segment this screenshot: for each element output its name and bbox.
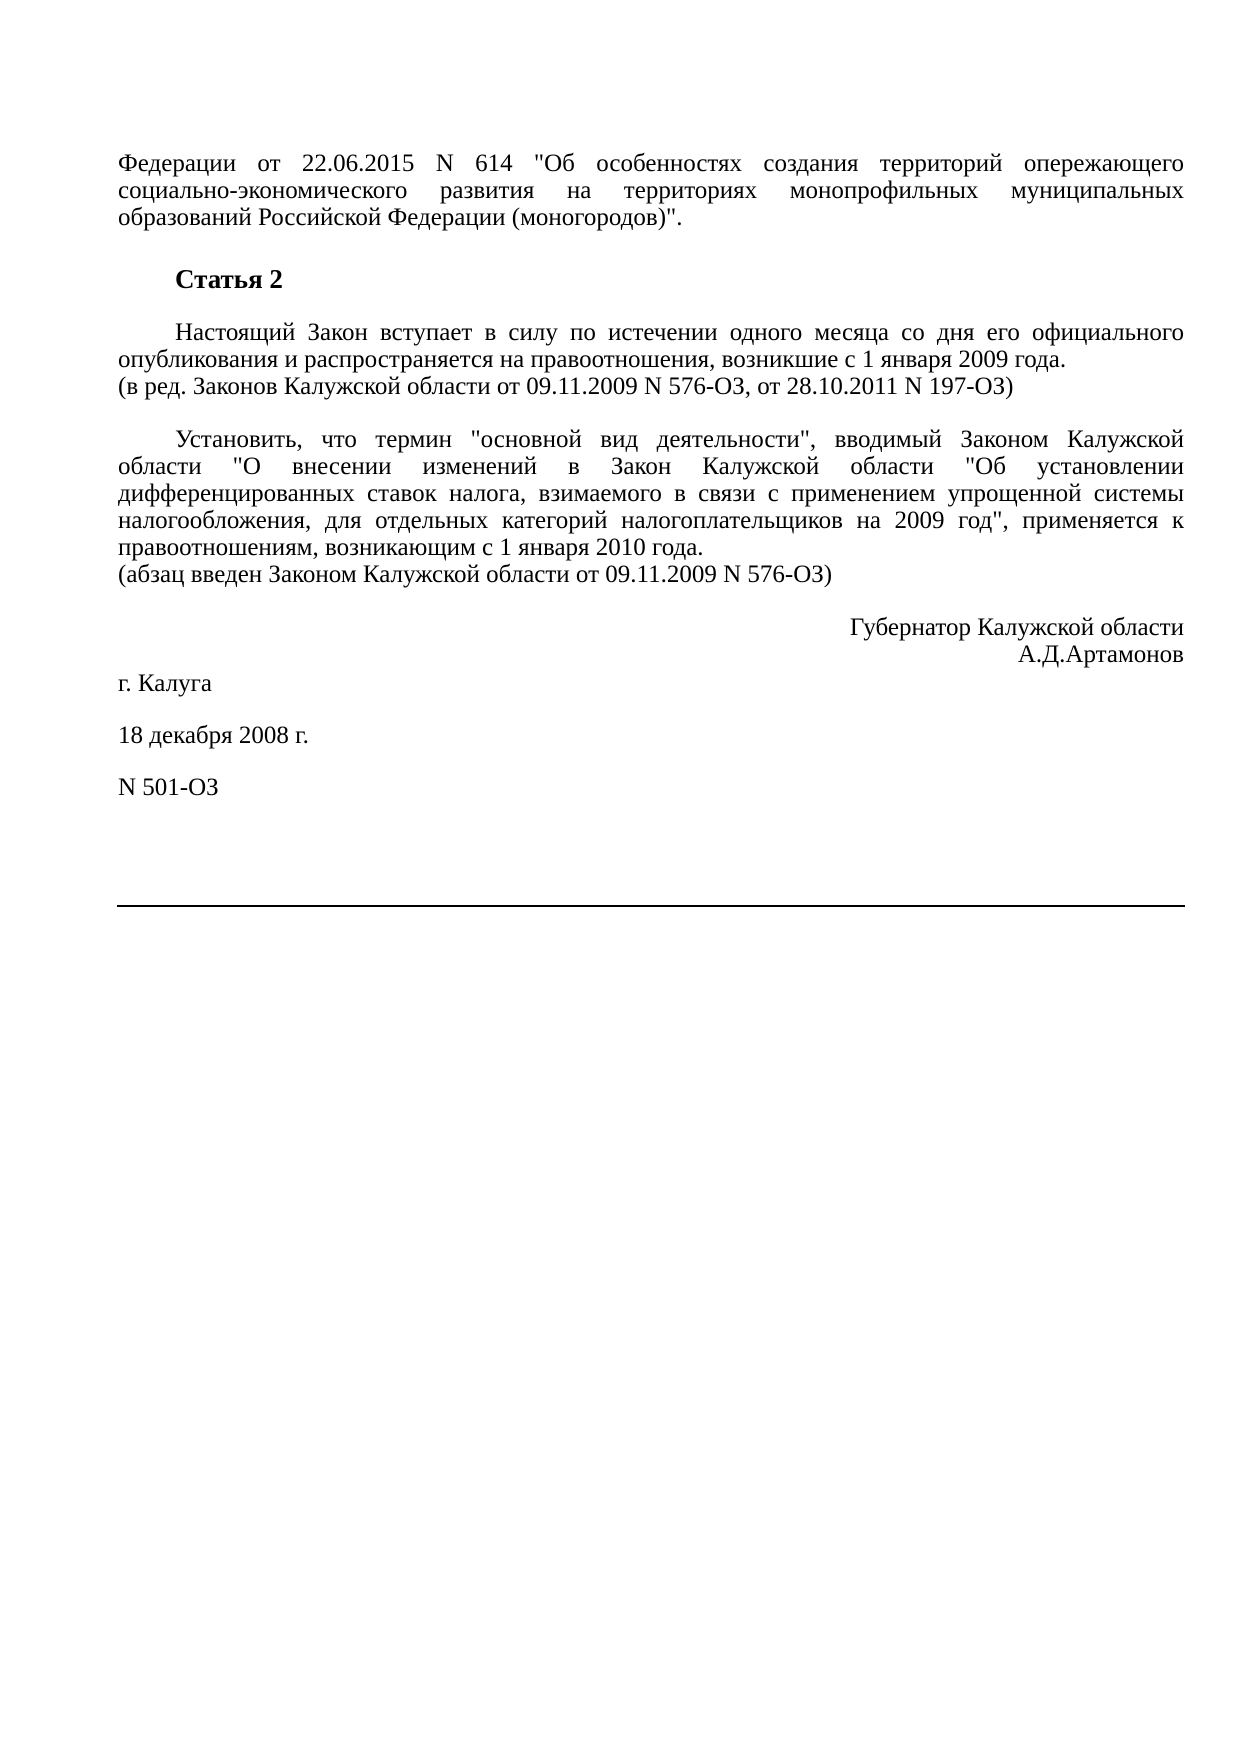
- intro-line-1: Федерации от 22.06.2015 N 614 "Об особенностях создания территорий опережающего: [118, 150, 1184, 177]
- intro-line-3: образований Российской Федерации (моногородов)".: [118, 204, 683, 231]
- establish-amendment-note: (абзац введен Законом Калужской области от 09.11.2009 N 576-ОЗ): [118, 561, 833, 588]
- article-heading: Статья 2: [175, 264, 283, 294]
- signature-name: А.Д.Артамонов: [1017, 641, 1184, 668]
- intro-paragraph: [118, 150, 1184, 231]
- date: 18 декабря 2008 г.: [118, 722, 309, 749]
- intro-line-2: социально-экономического развития на территориях монопрофильных муниципальных: [118, 177, 1184, 204]
- establish-paragraph: [118, 426, 1184, 588]
- article-line-2: опубликования и распространяется на правоотношения, возникшие с 1 января 2009 года.: [118, 346, 1067, 373]
- establish-line-5: правоотношениям, возникающим с 1 января 2010 года.: [118, 534, 704, 561]
- establish-line-4: налогообложения, для отдельных категорий налогоплательщиков на 2009 год", применяется к: [118, 507, 1184, 534]
- city: г. Калуга: [118, 670, 212, 697]
- document-page: [118, 150, 1184, 801]
- signature-title: Губернатор Калужской области: [849, 614, 1184, 641]
- establish-line-3: дифференцированных ставок налога, взимаемого в связи с применением упрощенной системы: [118, 480, 1184, 507]
- establish-line-1: Установить, что термин "основной вид деятельности", вводимый Законом Калужской: [175, 426, 1184, 453]
- establish-line-2: области "О внесении изменений в Закон Калужской области "Об установлении: [118, 453, 1184, 480]
- article-line-1: Настоящий Закон вступает в силу по истечении одного месяца со дня его официального: [175, 319, 1184, 346]
- signature-block: [118, 614, 1184, 668]
- article-amendment-note: (в ред. Законов Калужской области от 09.11.2009 N 576-ОЗ, от 28.10.2011 N 197-ОЗ): [118, 373, 1014, 400]
- footer-divider: [117, 905, 1185, 907]
- law-number: N 501-ОЗ: [118, 774, 219, 801]
- article-paragraph: [118, 319, 1184, 400]
